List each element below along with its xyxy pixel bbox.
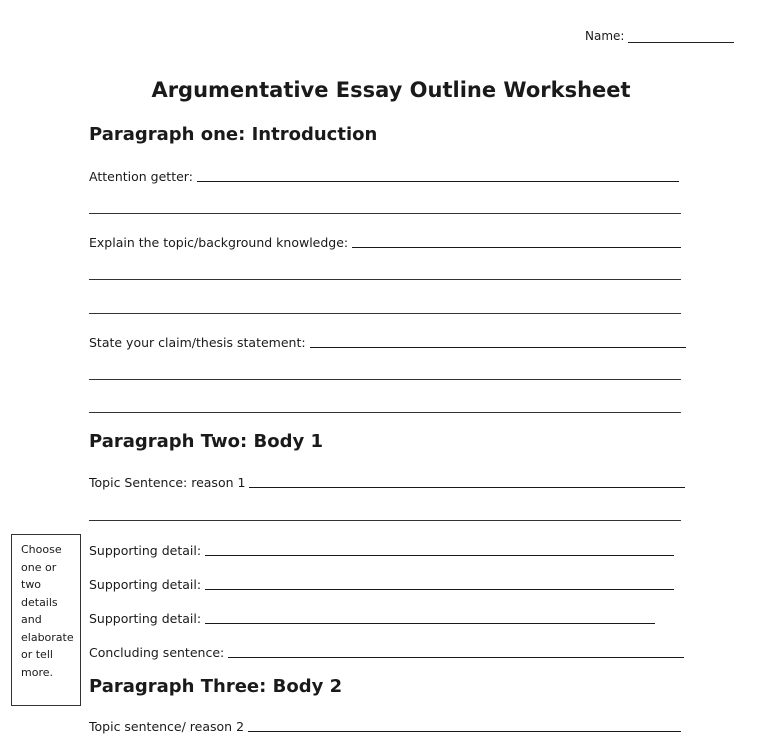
blank-writing-line[interactable] (89, 213, 681, 214)
concluding-sentence-label: Concluding sentence: (89, 644, 225, 660)
blank-writing-line[interactable] (89, 313, 681, 314)
attention-getter-label: Attention getter: (89, 168, 193, 184)
blank-writing-line[interactable] (89, 412, 681, 413)
supporting-detail-3-field[interactable] (89, 605, 655, 625)
topic-sentence-1-field[interactable] (89, 469, 685, 489)
topic-background-label: Explain the topic/background knowledge: (89, 234, 349, 250)
claim-thesis-line[interactable] (310, 347, 686, 348)
supporting-detail-3-line[interactable] (205, 623, 655, 624)
topic-sentence-2-label: Topic sentence/ reason 2 (89, 718, 245, 734)
note-line: one or (21, 560, 57, 574)
supporting-detail-1-label: Supporting detail: (89, 542, 202, 558)
supporting-detail-2-field[interactable] (89, 571, 674, 591)
blank-writing-line[interactable] (89, 379, 681, 380)
note-line: Choose (21, 543, 62, 556)
note-line: elaborate (21, 630, 74, 644)
note-line: details (21, 595, 58, 609)
concluding-sentence-line[interactable] (228, 657, 684, 658)
supporting-detail-1-line[interactable] (205, 555, 674, 556)
note-line: and (21, 613, 42, 626)
topic-sentence-1-line[interactable] (249, 487, 685, 488)
claim-thesis-field[interactable] (89, 329, 686, 349)
note-line: more. (21, 665, 53, 679)
supporting-detail-2-label: Supporting detail: (89, 576, 202, 592)
supporting-detail-2-line[interactable] (205, 589, 674, 590)
name-label: Name: (585, 29, 625, 43)
section-heading-body-2: Paragraph Three: Body 2 (89, 676, 343, 697)
blank-writing-line[interactable] (89, 279, 681, 280)
blank-writing-line[interactable] (89, 520, 681, 521)
section-heading-introduction: Paragraph one: Introduction (89, 124, 378, 145)
note-line: two (21, 578, 42, 591)
attention-getter-field[interactable] (89, 163, 679, 183)
topic-sentence-2-line[interactable] (248, 731, 681, 732)
supporting-detail-3-label: Supporting detail: (89, 610, 202, 626)
supporting-detail-1-field[interactable] (89, 537, 674, 557)
worksheet-title: Argumentative Essay Outline Worksheet (151, 78, 631, 102)
note-line: or tell (21, 648, 53, 661)
topic-sentence-2-field[interactable] (89, 713, 681, 733)
topic-background-line[interactable] (352, 247, 681, 248)
name-input-line[interactable] (628, 42, 734, 43)
claim-thesis-label: State your claim/thesis statement: (89, 334, 306, 350)
elaborate-note-box (11, 534, 81, 706)
concluding-sentence-field[interactable] (89, 639, 684, 659)
section-heading-body-1: Paragraph Two: Body 1 (89, 431, 324, 452)
topic-sentence-1-label: Topic Sentence: reason 1 (89, 474, 246, 490)
attention-getter-line[interactable] (197, 181, 679, 182)
topic-background-field[interactable] (89, 229, 681, 249)
